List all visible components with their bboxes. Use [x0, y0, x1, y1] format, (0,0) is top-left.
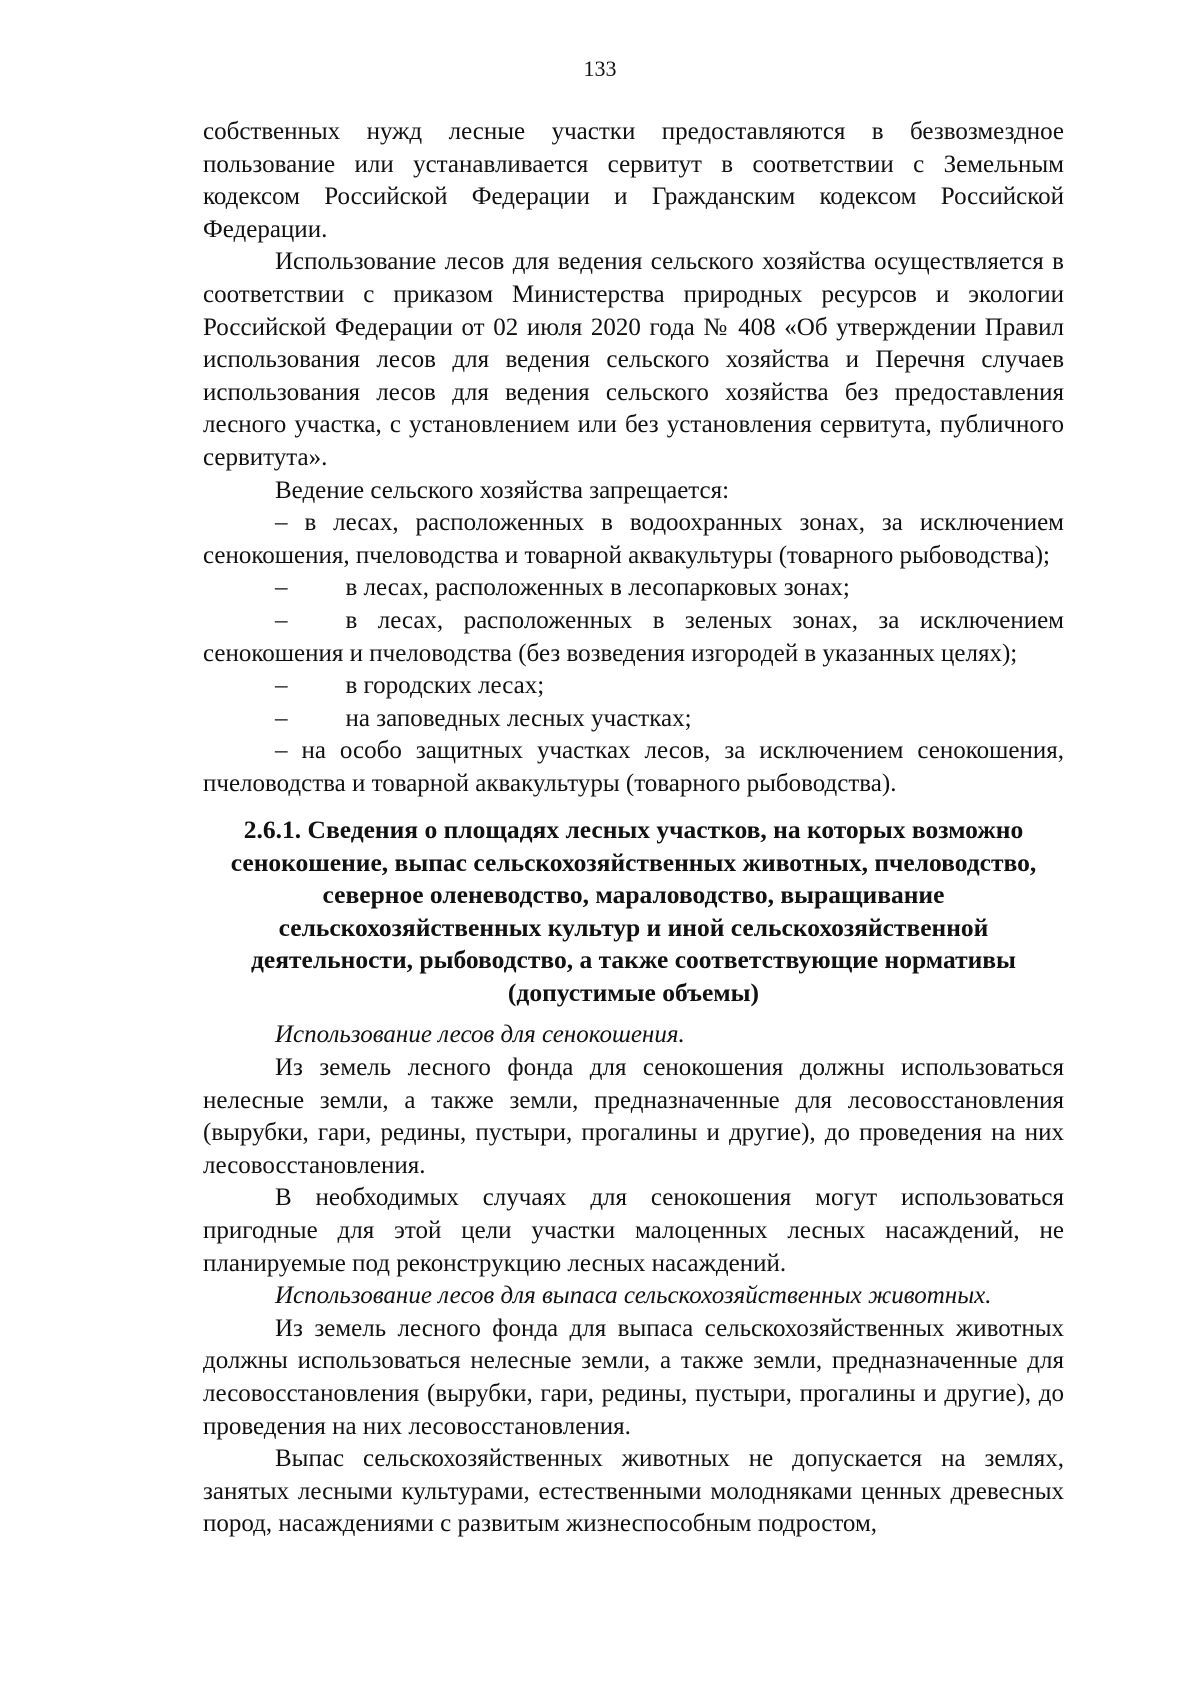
subsection-title: Использование лесов для сенокошения.	[275, 1021, 685, 1049]
list-item	[203, 703, 1064, 736]
list-item	[203, 670, 1064, 703]
list-item-text: на особо защитных участках лесов, за исключением сенокошения, пчеловодства и товарной аквакультуры (товарного рыбоводства).	[203, 737, 1064, 797]
list-dash: –	[275, 704, 288, 732]
list-item-text: в лесах, расположенных в водоохранных зонах, за исключением сенокошения, пчеловодства и товарной аквакультуры (товарного рыбоводства);	[203, 509, 1064, 569]
paragraph: Выпас сельскохозяйственных животных не допускается на землях, занятых лесными культурами, естественными молодняками ценных древесных пород, насаждениями с развитым жизнеспособным подростом,	[203, 1445, 1064, 1538]
paragraph: Ведение сельского хозяйства запрещается:	[275, 476, 730, 504]
section-heading: 2.6.1. Сведения о площадях лесных участков, на которых возможно сенокошение, выпас сельскохозяйственных животных, пчеловодство, северное оленеводство, мараловодство, выращивание сельскохозяйственных культур и иной сельскохозяйственной деятельности, рыбоводство, а также соответствующие нормативы (допустимые объемы)	[230, 815, 1037, 1007]
list-dash: –	[275, 606, 288, 634]
list-item	[203, 735, 1064, 800]
paragraph: Из земель лесного фонда для выпаса сельскохозяйственных животных должны использоваться нелесные земли, а также земли, предназначенные для лесовосстановления (вырубки, гари, редины, пустыри, прогалины и другие), до проведения на них лесовосстановления.	[203, 1314, 1064, 1440]
list-dash: –	[275, 672, 288, 700]
paragraph: Использование лесов для ведения сельского хозяйства осуществляется в соответствии с приказом Министерства природных ресурсов и экологии Российской Федерации от 02 июля 2020 года № 408 «Об утверждении Правил использования лесов для ведения сельского хозяйства и Перечня случаев использования лесов для ведения сельского хозяйства без предоставления лесного участка, с установлением или без установления сервитута, публичного сервитута».	[203, 248, 1064, 471]
list-item	[203, 605, 1064, 670]
paragraph: Из земель лесного фонда для сенокошения должны использоваться нелесные земли, а также земли, предназначенные для лесовосстановления (вырубки, гари, редины, пустыри, прогалины и другие), до проведения на них лесовосстановления.	[203, 1054, 1064, 1179]
page-content	[203, 116, 1064, 1541]
list-item-text: в городских лесах;	[345, 672, 545, 700]
list-dash: –	[275, 574, 288, 602]
paragraph: собственных нужд лесные участки предоставляются в безвозмездное пользование или устанавливается сервитут в соответствии с Земельным кодексом Российской Федерации и Гражданским кодексом Российской Федерации.	[203, 118, 1064, 243]
paragraph: В необходимых случаях для сенокошения могут использоваться пригодные для этой цели участки малоценных лесных насаждений, не планируемые под реконструкцию лесных насаждений.	[203, 1184, 1064, 1277]
list-item-text: в лесах, расположенных в зеленых зонах, за исключением сенокошения и пчеловодства (без возведения изгородей в указанных целях);	[203, 606, 1064, 667]
list-item-text: в лесах, расположенных в лесопарковых зонах;	[345, 574, 850, 602]
list-item	[203, 507, 1064, 572]
subsection-title: Использование лесов для выпаса сельскохозяйственных животных.	[275, 1282, 992, 1310]
list-dash: –	[275, 509, 288, 537]
page-number: 133	[583, 56, 617, 81]
list-item	[203, 572, 1064, 605]
list-item-text: на заповедных лесных участках;	[345, 704, 692, 732]
list-dash: –	[275, 737, 288, 765]
